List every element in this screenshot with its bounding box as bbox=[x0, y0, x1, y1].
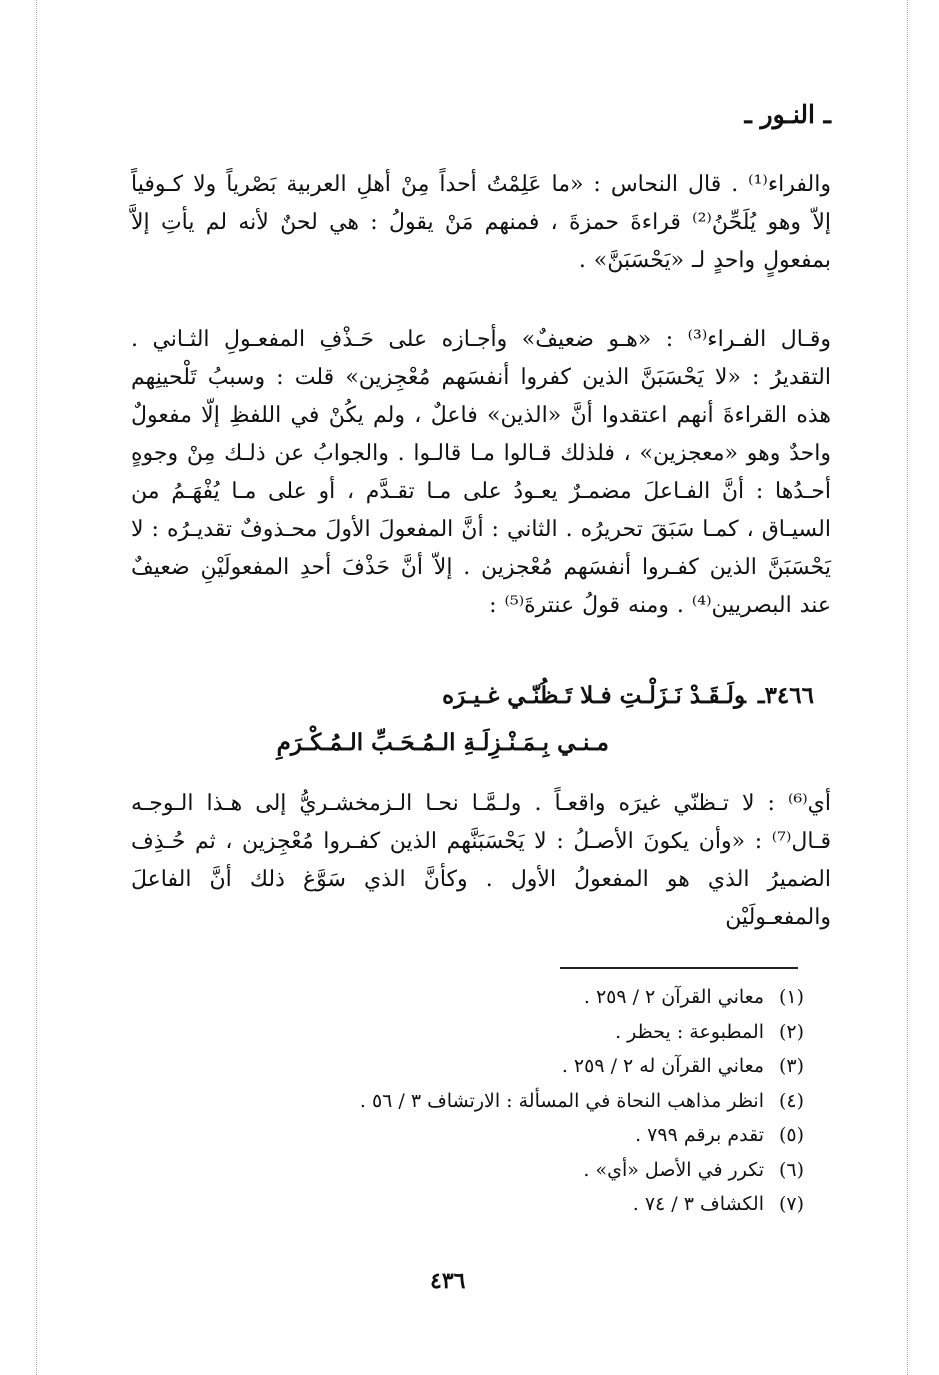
running-header: ـ النـور ـ bbox=[744, 100, 831, 129]
footnote-text: معاني القرآن له ٢ / ٢٥٩ . bbox=[561, 1055, 764, 1077]
verse-line-1 bbox=[442, 682, 814, 709]
footnote-5 bbox=[360, 1118, 804, 1153]
paragraph-3: أي⁽⁶⁾ : لا تـظنّي غيرَه واقعـاً . ولـمَّـا نحـا الـزمخشـريُّ إلى هـذا الـوجـه قـال⁽⁷⁾ : «وأن يكونَ الأصـلُ : لا يَحْسَبَنَّهم الذين كفـروا مُعْجِزين ، ثم حُـذِف الضميرُ الذي هو المفعولُ الأول . وكأنَّ الذي سَوَّغ ذلك أنَّ الفاعلَ والمفعـولَيْن bbox=[131, 791, 831, 930]
footnote-number: (١) bbox=[778, 986, 804, 1008]
footnote-number: (٧) bbox=[778, 1193, 804, 1215]
footnote-6 bbox=[360, 1153, 804, 1188]
footnote-text: انظر مذاهب النحاة في المسألة : الارتشاف ٣ / ٥٦ . bbox=[359, 1089, 764, 1112]
footnote-2 bbox=[360, 1015, 804, 1050]
footnote-number: (٦) bbox=[778, 1158, 804, 1181]
page-number: ٤٣٦ bbox=[430, 1268, 466, 1294]
verse-line-2 bbox=[277, 729, 609, 756]
paragraph-2: وقـال الفـراء⁽³⁾ : «هـو ضعيفٌ» وأجـازه على حَـذْفِ المفعـولِ الثـاني . التقديرُ : «لا يَحْسَبَنَّ الذين كفروا أنفسَهم مُعْجِزين» قلت : وسببُ تَلْحينِهم هذه القراءةَ أنهم اعتقدوا أنَّ «الذين» فاعلٌ ، ولم يكُنْ في اللفظِ إلّا مفعولٌ واحدٌ وهو «معجزين» ، فلذلك قـالوا مـا قالـوا . والجوابُ عن ذلـك مِنْ وجوهٍ أحـدُها : أنَّ الفـاعلَ مضمـرٌ يعـودُ على مـا تقـدَّم ، أو على مـا يُفْهَـمُ من السيـاق ، كمـا سَبَقَ تحريرُه . الثاني : أنَّ المفعولَ الأولَ محـذوفٌ تقديـرُه : لا يَحْسَبَنَّ الذين كفـروا أنفسَهم مُعْجزين . إلاّ أنَّ حَذْفَ أحدِ المفعولَيْنِ ضعيفٌ عند البصريين⁽⁴⁾ . ومنه قولُ عنترةَ⁽⁵⁾ : bbox=[131, 327, 831, 618]
footnote-1 bbox=[360, 980, 804, 1015]
footnote-4 bbox=[360, 1084, 804, 1119]
paragraph-1: والفراء⁽¹⁾ . قال النحاس : «ما عَلِمْتُ أحداً مِنْ أهلِ العربية بَصْرياً ولا كـوفياً إلاّ وهو يُلَحِّنُ⁽²⁾ قراءةَ حمزةَ ، فمنهم مَنْ يقولُ : هي لحنٌ لأنه لم يأتِ إلاَّ بمفعولٍ واحدٍ لـ «يَحْسَبَنَّ» . bbox=[131, 172, 831, 273]
verse-number: ٣٤٦٦ـ bbox=[757, 682, 814, 709]
footnote-number: (٣) bbox=[778, 1055, 804, 1077]
footnote-text: تكرر في الأصل «أي» . bbox=[583, 1158, 764, 1181]
footnote-number: (٤) bbox=[778, 1089, 804, 1112]
right-margin-dotted-line bbox=[907, 0, 908, 1375]
footnote-text: معاني القرآن ٢ / ٢٥٩ . bbox=[583, 986, 764, 1008]
left-margin-dotted-line bbox=[36, 0, 37, 1375]
verse-hemistich-1: ولَـقَـدْ نَـزَلْـتِ فـلا تَـظُنّـي غـيـرَه bbox=[442, 682, 746, 709]
footnotes-list bbox=[360, 980, 804, 1222]
verse-hemistich-2: مـنـي بِـمَـنْـزِلَـةِ الـمُـحَـبِّ الـمُـكْـرَمِ bbox=[276, 729, 609, 756]
footnote-text: تقدم برقم ٧٩٩ . bbox=[635, 1124, 764, 1146]
footnote-number: (٥) bbox=[778, 1124, 804, 1146]
footnote-separator bbox=[560, 967, 798, 969]
footnote-text: الكشاف ٣ / ٧٤ . bbox=[632, 1193, 764, 1215]
footnote-3 bbox=[360, 1049, 804, 1084]
footnote-text: المطبوعة : يحظر . bbox=[615, 1020, 764, 1043]
footnote-7 bbox=[360, 1187, 804, 1222]
footnote-number: (٢) bbox=[778, 1020, 804, 1043]
